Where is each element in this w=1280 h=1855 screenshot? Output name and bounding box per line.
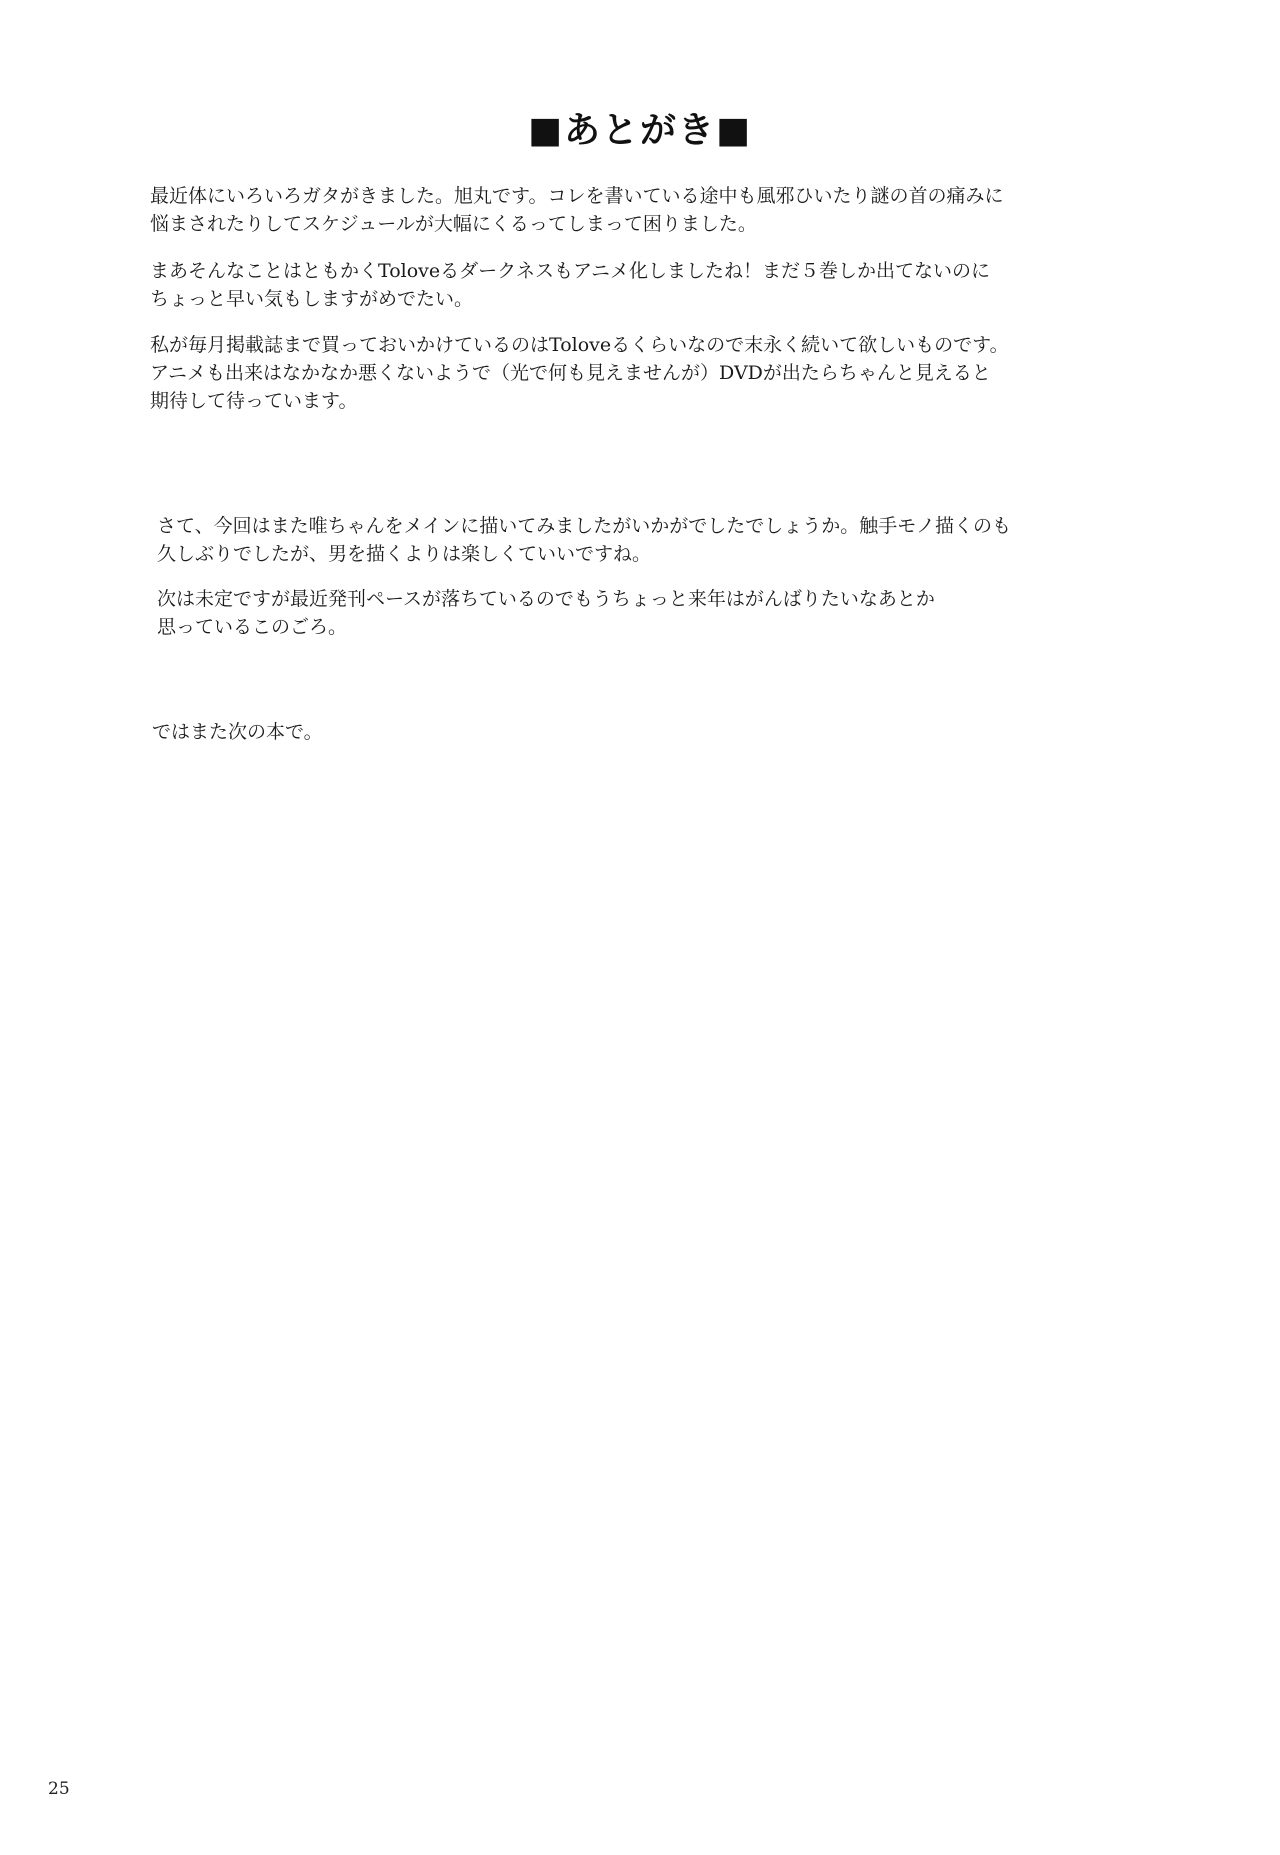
paragraph-1-line-1: 最近体にいろいろガタがきました。旭丸です。コレを書いている途中も風邪ひいたり謎の首の痛みに [150, 185, 1004, 207]
paragraph-4-line-1: さて、今回はまた唯ちゃんをメインに描いてみましたがいかがでしたでしょうか。触手モノ描くのも [157, 515, 1012, 537]
paragraph-5-line-2: 思っているこのごろ。 [157, 616, 348, 638]
paragraph-2-line-2: ちょっと早い気もしますがめでたい。 [150, 288, 474, 310]
paragraph-3-line-3: 期待して待っています。 [150, 390, 358, 412]
page-title: ■あとがき■ [527, 109, 753, 151]
paragraph-4-line-2: 久しぶりでしたが、男を描くよりは楽しくていいですね。 [157, 543, 652, 565]
paragraph-5-line-1: 次は未定ですが最近発刊ペースが落ちているのでもうちょっと来年はがんばりたいなあとか [157, 588, 935, 610]
page-number: 25 [48, 1779, 70, 1799]
paragraph-6-line-1: ではまた次の本で。 [152, 721, 323, 743]
paragraph-2-line-1: まあそんなことはともかくToloveるダークネスもアニメ化しましたね！まだ５巻しか出てないのに [150, 260, 990, 282]
paragraph-3-line-1: 私が毎月掲載誌まで買っておいかけているのはToloveるくらいなので末永く続いて欲しいものです。 [150, 334, 1009, 356]
paragraph-1-line-2: 悩まされたりしてスケジュールが大幅にくるってしまって困りました。 [150, 213, 757, 235]
paragraph-3-line-2: アニメも出来はなかなか悪くないようで（光で何も見えませんが）DVDが出たらちゃんと見えると [150, 362, 991, 384]
